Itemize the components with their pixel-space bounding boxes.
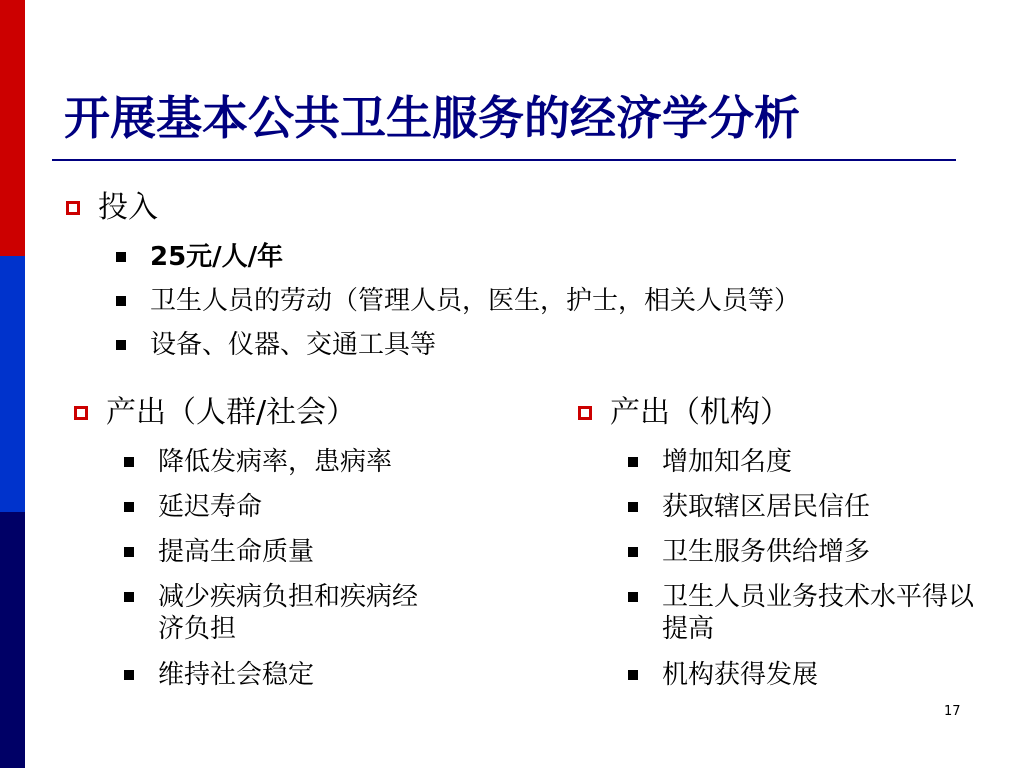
sidebar-color-bar (0, 0, 25, 768)
list-item (124, 491, 438, 523)
list-item-text: 卫生人员的劳动（管理人员，医生，护士，相关人员等） (150, 286, 801, 316)
square-bullet-icon (628, 457, 638, 467)
square-bullet-icon (628, 592, 638, 602)
hollow-square-bullet-icon (74, 406, 88, 420)
sidebar-segment-blue (0, 256, 25, 512)
list-item-text: 维持社会稳定 (158, 660, 315, 690)
page-number: 17 (944, 704, 961, 719)
square-bullet-icon (116, 252, 126, 262)
square-bullet-icon (628, 670, 638, 680)
list-item (628, 491, 980, 523)
output-institution-list (628, 446, 980, 704)
list-item-text: 卫生人员业务技术水平得以提高 (662, 582, 975, 644)
square-bullet-icon (124, 670, 134, 680)
list-item-text: 25元/人/年 (150, 242, 284, 272)
list-item (124, 536, 438, 568)
square-bullet-icon (124, 457, 134, 467)
list-item (628, 659, 980, 691)
hollow-square-bullet-icon (578, 406, 592, 420)
list-item-text: 增加知名度 (662, 447, 793, 477)
list-item (628, 581, 980, 645)
list-item (124, 446, 438, 478)
square-bullet-icon (116, 340, 126, 350)
list-item-text: 卫生服务供给增多 (662, 537, 871, 567)
square-bullet-icon (628, 547, 638, 557)
square-bullet-icon (124, 547, 134, 557)
input-list (116, 241, 800, 373)
list-item (116, 285, 800, 329)
square-bullet-icon (116, 296, 126, 306)
square-bullet-icon (124, 592, 134, 602)
hollow-square-bullet-icon (66, 201, 80, 215)
list-item-text: 设备、仪器、交通工具等 (150, 330, 437, 360)
list-item-text: 获取辖区居民信任 (662, 492, 871, 522)
sidebar-segment-red (0, 0, 25, 256)
list-item (628, 536, 980, 568)
section-input-heading (66, 188, 158, 228)
list-item (116, 329, 800, 373)
list-item-text: 机构获得发展 (662, 660, 819, 690)
square-bullet-icon (628, 502, 638, 512)
list-item (124, 659, 438, 691)
list-item-text: 延迟寿命 (158, 492, 263, 522)
list-item-text: 降低发病率，患病率 (158, 447, 393, 477)
slide-title: 开展基本公共卫生服务的经济学分析 (64, 91, 800, 145)
list-item (124, 581, 438, 645)
list-item (116, 241, 800, 285)
list-item-text: 减少疾病负担和疾病经济负担 (158, 582, 419, 644)
section-input-heading-text: 投入 (98, 190, 158, 225)
section-output-population-heading (74, 393, 356, 433)
title-divider (52, 159, 956, 161)
section-output-institution-heading-text: 产出（机构） (610, 395, 790, 430)
output-population-list (124, 446, 438, 704)
square-bullet-icon (124, 502, 134, 512)
section-output-population-heading-text: 产出（人群/社会） (106, 395, 357, 430)
list-item (628, 446, 980, 478)
section-output-institution-heading (578, 393, 790, 433)
list-item-text: 提高生命质量 (158, 537, 315, 567)
sidebar-segment-navy (0, 512, 25, 768)
